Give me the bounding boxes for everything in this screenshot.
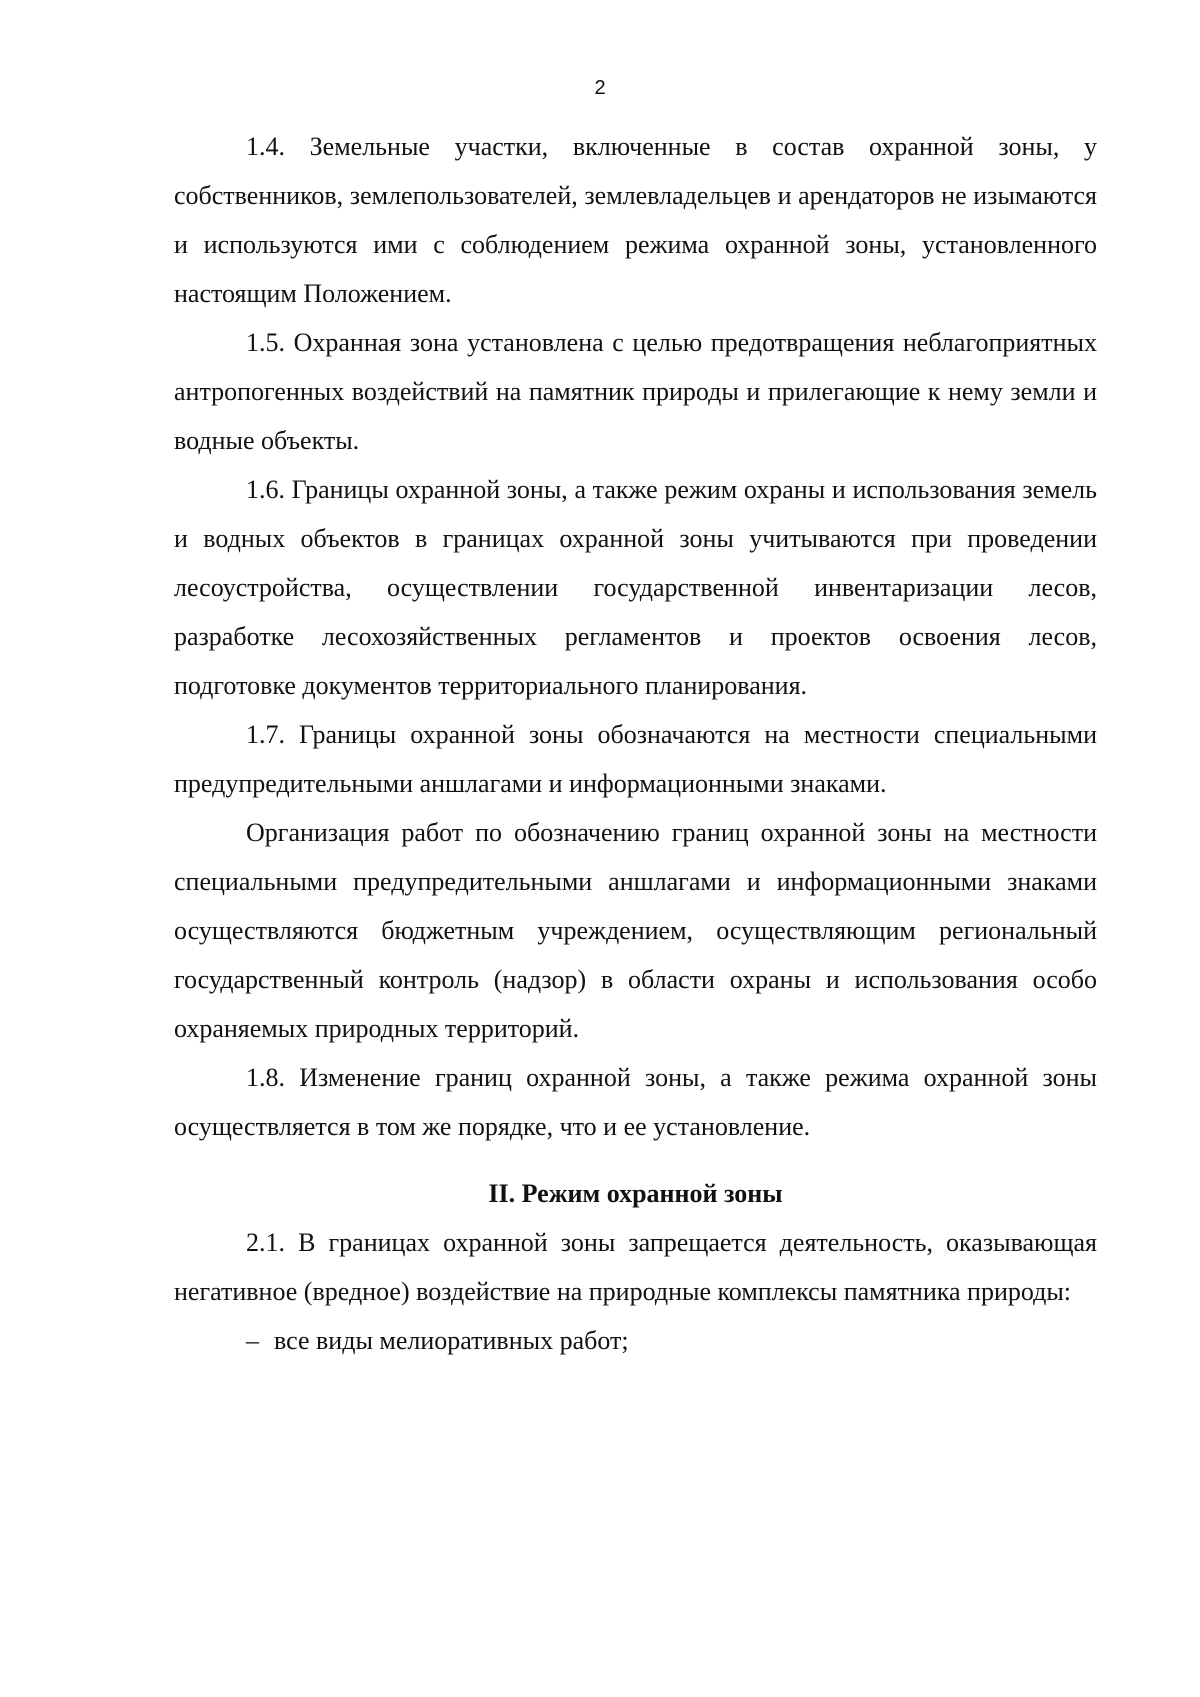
page-number: 2 bbox=[594, 77, 606, 99]
paragraph-1-8: 1.8. Изменение границ охранной зоны, а также режима охранной зоны осуществляется в том же порядке, что и ее установление. bbox=[174, 1063, 1097, 1141]
list-item-text: все виды мелиоративных работ; bbox=[274, 1326, 629, 1355]
paragraph-2-1: 2.1. В границах охранной зоны запрещается деятельность, оказывающая негативное (вредное) воздействие на природные комплексы памятника природы: bbox=[174, 1228, 1097, 1306]
paragraph-1-4: 1.4. Земельные участки, включенные в состав охранной зоны, у собственников, землепользователей, землевладельцев и арендаторов не изымаются и используются ими с соблюдением режима охранной зоны, установленного настоящим Положением. bbox=[174, 132, 1097, 308]
list-dash: – bbox=[246, 1326, 259, 1355]
list-item bbox=[174, 1316, 1097, 1365]
paragraph-1-6: 1.6. Границы охранной зоны, а также режим охраны и использования земель и водных объектов в границах охранной зоны учитываются при проведении лесоустройства, осуществлении государственной инвентаризации лесов, разработке лесохозяйственных регламентов и проектов освоения лесов, подготовке документов территориального планирования. bbox=[174, 475, 1097, 700]
paragraph-1-7: 1.7. Границы охранной зоны обозначаются на местности специальными предупредительными аншлагами и информационными знаками. bbox=[174, 720, 1097, 798]
section-2-heading: II. Режим охранной зоны bbox=[488, 1179, 783, 1208]
document-body bbox=[174, 122, 1097, 1365]
paragraph-1-5: 1.5. Охранная зона установлена с целью предотвращения неблагоприятных антропогенных воздействий на памятник природы и прилегающие к нему земли и водные объекты. bbox=[174, 328, 1097, 455]
paragraph-1-7-organization: Организация работ по обозначению границ охранной зоны на местности специальными предупредительными аншлагами и информационными знаками осуществляются бюджетным учреждением, осуществляющим региональный государственный контроль (надзор) в области охраны и использования особо охраняемых природных территорий. bbox=[174, 818, 1097, 1043]
